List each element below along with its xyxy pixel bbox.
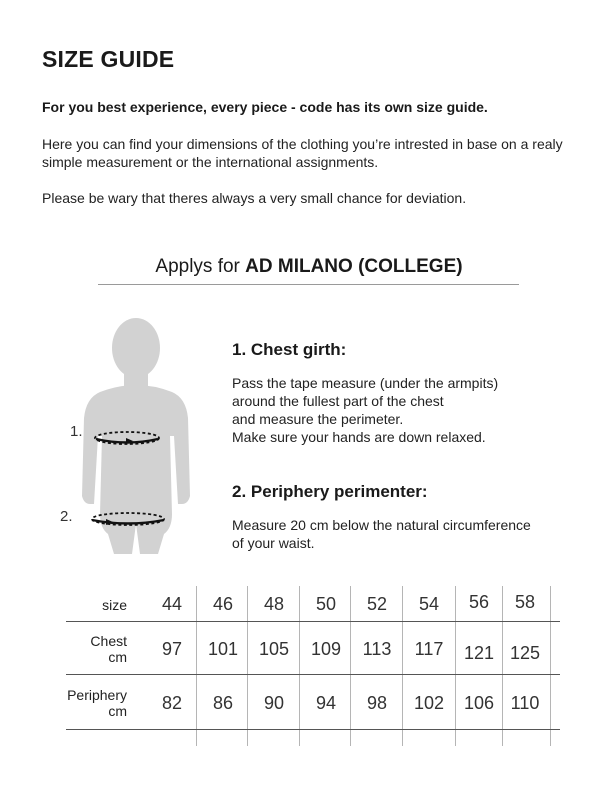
instruction-line: Pass the tape measure (under the armpits) [232,375,499,391]
page-title: SIZE GUIDE [42,46,175,72]
periphery-cell: 110 [510,693,540,713]
figure-label-chest: 1. [70,423,83,440]
periphery-cell: 102 [413,693,445,713]
chest-cell: 101 [207,639,239,659]
instruction-line: and measure the perimeter. [232,411,404,427]
row-label-line: cm [108,703,127,719]
chest-cell: 121 [463,643,495,663]
row-label-line: size [102,597,127,613]
periphery-cell: 90 [263,693,285,713]
instruction-line: around the fullest part of the chest [232,393,444,409]
size-cell: 54 [418,594,440,614]
row-label-line: Periphery [67,687,127,703]
row-label-periphery [67,687,127,719]
size-cell: 46 [212,594,234,614]
size-cell: 52 [366,594,388,614]
table-row-divider [66,729,560,730]
periphery-cell: 98 [366,693,388,713]
figure-label-periphery: 2. [60,508,73,525]
row-label-line: Chest [90,633,127,649]
intro-paragraph: Here you can find your dimensions of the clothing you’re intrested in base on a realy simple measurement or the international assignments. [42,136,563,170]
chest-girth-heading: 1. Chest girth: [232,340,347,359]
chest-cell: 125 [509,643,541,663]
size-cell: 58 [514,592,536,612]
chest-cell: 109 [310,639,342,659]
chest-cell: 113 [362,639,392,659]
row-label-chest [90,633,127,665]
deviation-note: Please be wary that theres always a very small chance for deviation. [42,190,467,206]
instruction-line: of your waist. [232,535,315,551]
chest-cell: 117 [414,639,444,659]
chest-cell: 97 [161,639,183,659]
table-row-divider [66,674,560,675]
instruction-line: Make sure your hands are down relaxed. [232,429,486,445]
periphery-heading: 2. Periphery perimenter: [232,482,428,501]
intro-bold-text: For you best experience, every piece - code has its own size guide. [42,99,488,115]
chest-cell: 105 [258,639,290,659]
periphery-cell: 106 [463,693,495,713]
size-cell: 48 [263,594,285,614]
size-cell: 56 [468,592,490,612]
applies-prefix: Applys for [155,256,246,277]
table-row-divider [66,621,560,622]
size-cell: 50 [315,594,337,614]
instruction-line: Measure 20 cm below the natural circumference [232,517,531,533]
periphery-cell: 82 [161,693,183,713]
size-cell: 44 [161,594,183,614]
periphery-cell: 86 [212,693,234,713]
periphery-cell: 94 [315,693,337,713]
row-label-size [102,597,127,613]
brand-name: AD MILANO (COLLEGE) [245,256,463,277]
row-label-line: cm [108,649,127,665]
